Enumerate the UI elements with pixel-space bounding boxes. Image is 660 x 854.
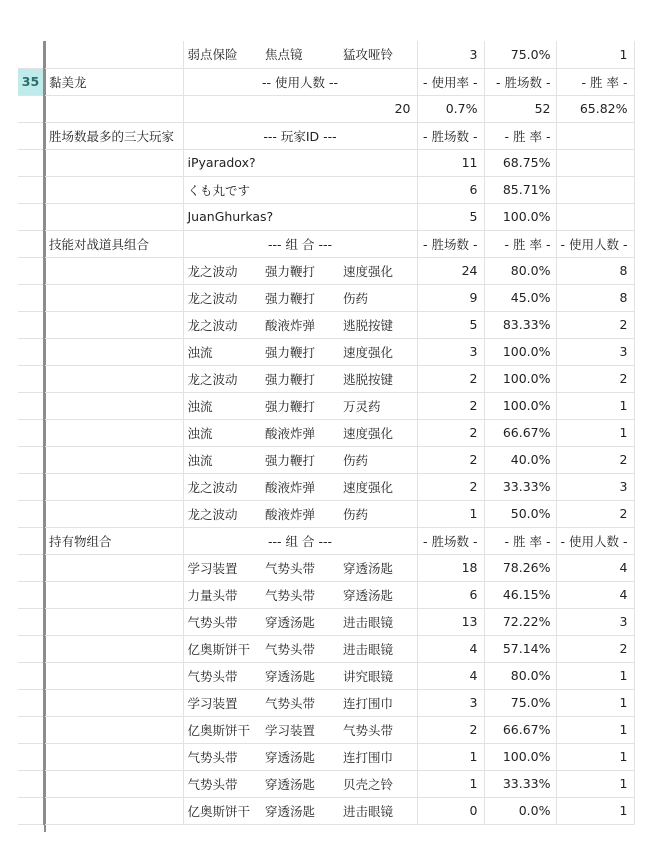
row-number-cell (18, 149, 44, 176)
table-row (18, 230, 634, 257)
value-cell-2: 100.0% (484, 338, 556, 365)
value-cell-1: 4 (417, 662, 484, 689)
section-header-cell: --- 组 合 --- (183, 527, 417, 554)
combo-item-3: 讲究眼镜 (339, 662, 417, 689)
value-cell-2: 83.33% (484, 311, 556, 338)
value-cell-1: 4 (417, 635, 484, 662)
combo-item-3: 穿透汤匙 (339, 554, 417, 581)
value-cell-1: 1 (417, 500, 484, 527)
value-cell-2: - 胜 率 - (484, 122, 556, 149)
combo-item-2: 气势头带 (261, 581, 339, 608)
combo-item-3: 逃脱按键 (339, 311, 417, 338)
value-cell-3: 2 (556, 635, 634, 662)
row-number-cell (18, 122, 44, 149)
value-cell-3: 8 (556, 284, 634, 311)
combo-item-2: 酸液炸弹 (261, 500, 339, 527)
value-cell-3: 2 (556, 446, 634, 473)
value-cell-1: - 胜场数 - (417, 230, 484, 257)
combo-item-3: 伤药 (339, 284, 417, 311)
name-cell (44, 662, 183, 689)
table-row (18, 365, 634, 392)
table-row (18, 689, 634, 716)
name-cell (44, 554, 183, 581)
combo-item-2: 穿透汤匙 (261, 608, 339, 635)
value-cell-2: 40.0% (484, 446, 556, 473)
table-row (18, 95, 634, 122)
name-cell: 胜场数最多的三大玩家 (44, 122, 183, 149)
value-cell-2: 33.33% (484, 473, 556, 500)
combo-item-2: 强力鞭打 (261, 284, 339, 311)
value-cell-1: - 胜场数 - (417, 527, 484, 554)
combo-item-2: 气势头带 (261, 554, 339, 581)
combo-item-3: 速度强化 (339, 338, 417, 365)
section-header-cell: --- 玩家ID --- (183, 122, 417, 149)
value-cell-3: 3 (556, 338, 634, 365)
name-cell (44, 257, 183, 284)
value-cell-2: 100.0% (484, 743, 556, 770)
combo-item-1: 龙之波动 (183, 365, 261, 392)
value-cell-2: 78.26% (484, 554, 556, 581)
value-cell-2: 57.14% (484, 635, 556, 662)
row-number-cell (18, 311, 44, 338)
value-cell-1: 5 (417, 203, 484, 230)
combo-item-2: 强力鞭打 (261, 338, 339, 365)
table-row (18, 581, 634, 608)
value-cell-1: 3 (417, 338, 484, 365)
combo-item-3: 逃脱按键 (339, 365, 417, 392)
combo-item-3: 进击眼镜 (339, 608, 417, 635)
player-id-cell: JuanGhurkas? (183, 203, 417, 230)
table-row (18, 743, 634, 770)
combo-item-3: 穿透汤匙 (339, 581, 417, 608)
value-cell-2: 46.15% (484, 581, 556, 608)
combo-item-3: 进击眼镜 (339, 635, 417, 662)
combo-item-1: 浊流 (183, 338, 261, 365)
value-cell-1: 24 (417, 257, 484, 284)
combo-item-1: 气势头带 (183, 608, 261, 635)
table-row (18, 203, 634, 230)
spreadsheet-table (18, 41, 635, 825)
combo-item-3: 连打围巾 (339, 689, 417, 716)
name-cell: 黏美龙 (44, 68, 183, 95)
combo-item-2: 酸液炸弹 (261, 311, 339, 338)
value-cell-1: 0 (417, 797, 484, 824)
value-cell-2: 66.67% (484, 716, 556, 743)
player-id-cell: くも丸です (183, 176, 417, 203)
combo-item-2: 强力鞭打 (261, 446, 339, 473)
value-cell-3: 1 (556, 392, 634, 419)
combo-item-3: 伤药 (339, 500, 417, 527)
table-row (18, 527, 634, 554)
name-cell: 技能对战道具组合 (44, 230, 183, 257)
value-cell-3: 3 (556, 608, 634, 635)
table-row (18, 176, 634, 203)
value-cell-2: - 胜 率 - (484, 230, 556, 257)
value-cell-2: 45.0% (484, 284, 556, 311)
combo-item-1: 龙之波动 (183, 500, 261, 527)
row-number-cell (18, 662, 44, 689)
table-row (18, 635, 634, 662)
table-row (18, 257, 634, 284)
combo-item-2: 穿透汤匙 (261, 797, 339, 824)
value-cell-3: 1 (556, 419, 634, 446)
name-cell (44, 770, 183, 797)
value-cell-3 (556, 149, 634, 176)
player-id-cell: iPyaradox? (183, 149, 417, 176)
row-number-cell (18, 716, 44, 743)
combo-item-3: 速度强化 (339, 473, 417, 500)
value-cell-1: 1 (417, 743, 484, 770)
combo-item-3: 进击眼镜 (339, 797, 417, 824)
combo-item-2: 强力鞭打 (261, 392, 339, 419)
name-cell: 持有物组合 (44, 527, 183, 554)
combo-item-3: 连打围巾 (339, 743, 417, 770)
value-cell-1: 13 (417, 608, 484, 635)
value-cell-2: 75.0% (484, 41, 556, 68)
name-cell (44, 635, 183, 662)
value-cell-2: 33.33% (484, 770, 556, 797)
value-cell-1: 6 (417, 581, 484, 608)
combo-item-1: 浊流 (183, 446, 261, 473)
value-cell-1: 1 (417, 770, 484, 797)
row-number-cell (18, 743, 44, 770)
table-row (18, 41, 634, 68)
combo-item-2: 气势头带 (261, 635, 339, 662)
value-cell-3: 2 (556, 365, 634, 392)
value-cell-1: 3 (417, 41, 484, 68)
name-cell (44, 419, 183, 446)
value-cell-1: 11 (417, 149, 484, 176)
row-number-cell (18, 581, 44, 608)
combo-item-3: 速度强化 (339, 257, 417, 284)
value-cell-3: 1 (556, 797, 634, 824)
combo-item-2: 学习装置 (261, 716, 339, 743)
value-cell-2: 80.0% (484, 257, 556, 284)
value-cell-2: 68.75% (484, 149, 556, 176)
value-cell-3: 1 (556, 743, 634, 770)
value-cell-3: 65.82% (556, 95, 634, 122)
row-number-cell (18, 797, 44, 824)
value-cell-2: 52 (484, 95, 556, 122)
name-cell (44, 446, 183, 473)
value-cell-1: 2 (417, 446, 484, 473)
value-cell-2: 80.0% (484, 662, 556, 689)
combo-item-2: 穿透汤匙 (261, 770, 339, 797)
combo-item-1: 学习装置 (183, 689, 261, 716)
row-number-cell (18, 338, 44, 365)
value-cell-3 (556, 176, 634, 203)
value-cell-1: 3 (417, 689, 484, 716)
row-number-cell (18, 608, 44, 635)
table-row (18, 473, 634, 500)
name-cell (44, 95, 183, 122)
value-cell-2: 75.0% (484, 689, 556, 716)
name-cell (44, 743, 183, 770)
value-cell-1: 5 (417, 311, 484, 338)
combo-item-2: 焦点镜 (261, 41, 339, 68)
row-number-cell (18, 203, 44, 230)
row-number-cell (18, 41, 44, 68)
table-row (18, 68, 634, 95)
name-cell (44, 41, 183, 68)
value-cell-2: 100.0% (484, 392, 556, 419)
value-cell-1: 18 (417, 554, 484, 581)
row-number-cell (18, 770, 44, 797)
table-row (18, 770, 634, 797)
value-cell-1: 2 (417, 473, 484, 500)
value-cell-3 (556, 122, 634, 149)
table-row (18, 338, 634, 365)
row-number-cell (18, 500, 44, 527)
value-cell-2: - 胜 率 - (484, 527, 556, 554)
value-cell-3: 2 (556, 311, 634, 338)
section-header-cell: --- 组 合 --- (183, 230, 417, 257)
name-cell (44, 176, 183, 203)
value-cell-1: - 胜场数 - (417, 122, 484, 149)
value-cell-3: 1 (556, 662, 634, 689)
table-row (18, 608, 634, 635)
combo-item-1: 龙之波动 (183, 473, 261, 500)
value-cell-3: 8 (556, 257, 634, 284)
value-cell-1: 2 (417, 392, 484, 419)
value-cell-3: 1 (556, 41, 634, 68)
row-number-cell (18, 230, 44, 257)
combo-item-2: 气势头带 (261, 689, 339, 716)
combo-item-1: 弱点保险 (183, 41, 261, 68)
name-cell (44, 338, 183, 365)
name-cell (44, 500, 183, 527)
value-cell-1: 6 (417, 176, 484, 203)
row-number-cell (18, 554, 44, 581)
value-cell-2: 85.71% (484, 176, 556, 203)
name-cell (44, 608, 183, 635)
value-cell-3 (556, 203, 634, 230)
row-number-cell (18, 419, 44, 446)
combo-item-2: 穿透汤匙 (261, 662, 339, 689)
table-row (18, 419, 634, 446)
value-cell-1: - 使用率 - (417, 68, 484, 95)
combo-item-1: 气势头带 (183, 662, 261, 689)
value-cell-2: 100.0% (484, 365, 556, 392)
combo-item-2: 酸液炸弹 (261, 419, 339, 446)
table-row (18, 284, 634, 311)
table-row (18, 122, 634, 149)
value-cell-3: - 胜 率 - (556, 68, 634, 95)
value-cell-1: 9 (417, 284, 484, 311)
combo-item-1: 龙之波动 (183, 284, 261, 311)
value-cell-3: 1 (556, 770, 634, 797)
name-cell (44, 203, 183, 230)
name-cell (44, 284, 183, 311)
table-row (18, 554, 634, 581)
combo-item-1: 浊流 (183, 419, 261, 446)
row-number-cell (18, 257, 44, 284)
row-number-cell (18, 95, 44, 122)
value-cell-2: 100.0% (484, 203, 556, 230)
combo-item-1: 力量头带 (183, 581, 261, 608)
name-cell (44, 797, 183, 824)
value-cell-3: 2 (556, 500, 634, 527)
name-cell (44, 689, 183, 716)
combo-item-1: 浊流 (183, 392, 261, 419)
value-cell-2: - 胜场数 - (484, 68, 556, 95)
name-cell (44, 473, 183, 500)
table-row (18, 149, 634, 176)
table-row (18, 392, 634, 419)
value-cell-1: 2 (417, 365, 484, 392)
combo-item-2: 酸液炸弹 (261, 473, 339, 500)
combo-item-2: 强力鞭打 (261, 257, 339, 284)
combo-item-3: 贝壳之铃 (339, 770, 417, 797)
table-row (18, 662, 634, 689)
combo-item-1: 气势头带 (183, 743, 261, 770)
table-row (18, 446, 634, 473)
combo-item-3: 伤药 (339, 446, 417, 473)
combo-item-3: 万灵药 (339, 392, 417, 419)
name-cell (44, 149, 183, 176)
row-number-cell (18, 284, 44, 311)
name-cell (44, 392, 183, 419)
table-row (18, 500, 634, 527)
name-cell (44, 365, 183, 392)
name-cell (44, 716, 183, 743)
name-cell (44, 581, 183, 608)
value-cell-2: 0.0% (484, 797, 556, 824)
usage-count-cell: 20 (183, 95, 417, 122)
combo-item-3: 速度强化 (339, 419, 417, 446)
combo-item-1: 龙之波动 (183, 257, 261, 284)
value-cell-3: 1 (556, 716, 634, 743)
row-number-cell (18, 689, 44, 716)
value-cell-1: 2 (417, 716, 484, 743)
combo-item-1: 亿奥斯饼干 (183, 797, 261, 824)
table-row (18, 797, 634, 824)
row-number-cell (18, 392, 44, 419)
combo-item-1: 亿奥斯饼干 (183, 716, 261, 743)
value-cell-3: 3 (556, 473, 634, 500)
value-cell-3: 4 (556, 581, 634, 608)
row-number-cell (18, 365, 44, 392)
value-cell-3: 1 (556, 689, 634, 716)
combo-item-1: 亿奥斯饼干 (183, 635, 261, 662)
combo-item-2: 强力鞭打 (261, 365, 339, 392)
combo-item-1: 气势头带 (183, 770, 261, 797)
combo-item-1: 龙之波动 (183, 311, 261, 338)
value-cell-3: 4 (556, 554, 634, 581)
value-cell-1: 0.7% (417, 95, 484, 122)
row-number-cell (18, 527, 44, 554)
row-number-cell (18, 473, 44, 500)
combo-item-1: 学习装置 (183, 554, 261, 581)
value-cell-2: 66.67% (484, 419, 556, 446)
value-cell-2: 72.22% (484, 608, 556, 635)
combo-item-3: 气势头带 (339, 716, 417, 743)
combo-item-3: 猛攻哑铃 (339, 41, 417, 68)
section-header-cell: -- 使用人数 -- (183, 68, 417, 95)
value-cell-2: 50.0% (484, 500, 556, 527)
row-number-cell (18, 635, 44, 662)
value-cell-1: 2 (417, 419, 484, 446)
row-number-cell (18, 176, 44, 203)
table-row (18, 311, 634, 338)
combo-item-2: 穿透汤匙 (261, 743, 339, 770)
value-cell-3: - 使用人数 - (556, 230, 634, 257)
row-number-cell (18, 446, 44, 473)
row-number-cell: 35 (18, 68, 44, 95)
name-cell (44, 311, 183, 338)
value-cell-3: - 使用人数 - (556, 527, 634, 554)
table-row (18, 716, 634, 743)
